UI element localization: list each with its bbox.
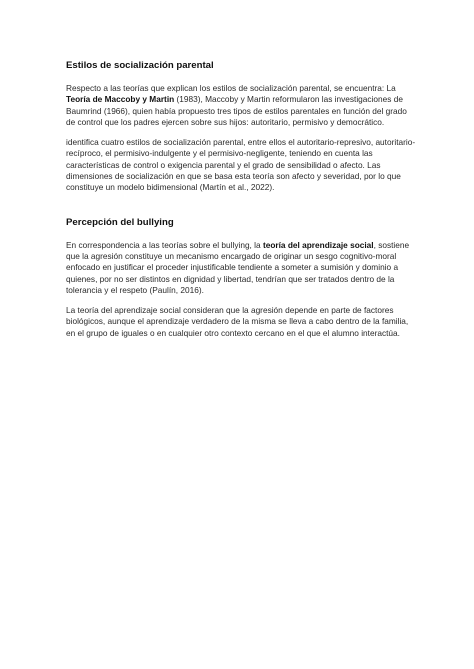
section-spacer — [66, 203, 416, 217]
paragraph-aprendizaje-social — [66, 240, 416, 296]
paragraph-text: , sostiene que la agresión constituye un mecanismo encargado de originar un sesgo cognitivo-moral enfocado en justificar el proceder injustificable tendiente a someter a sumisión y dominio a quienes, por no ser distintos en dignidad y libertad, tendrían que ser tratados dentro de la tolerancia y el respeto (Paulín, 2016). — [66, 239, 410, 295]
section-heading-socializacion: Estilos de socialización parental — [66, 60, 214, 71]
paragraph-text: Respecto a las teorías que explican los estilos de socialización parental, se encuentra: La — [66, 83, 396, 93]
section-heading-bullying: Percepción del bullying — [66, 216, 174, 228]
paragraph-text: (1983), Maccoby y Martin reformularon las investigaciones de Baumrind (1966), quien había propuesto tres tipos de estilos parentales en función del grado de control que los padres ejercen sobre sus hijos: autoritario, permisivo y democrático. — [66, 94, 407, 127]
paragraph-text: En correspondencia a las teorías sobre el bullying, la — [66, 239, 263, 250]
document-body — [66, 60, 416, 348]
paragraph-agresion: La teoría del aprendizaje social consideran que la agresión depende en parte de factores biológicos, aunque el aprendizaje verdadero de la misma se lleva a cabo dentro de la familia, en el grupo de iguales o en cualquier otro contexto cercano en el que el alumno interactúa. — [66, 305, 409, 338]
bold-theory-name: teoría del aprendizaje social — [262, 239, 374, 250]
paragraph-maccoby-martin — [66, 83, 416, 128]
bold-theory-name: Teoría de Maccoby y Martin — [66, 94, 175, 105]
paragraph-estilos: identifica cuatro estilos de socialización parental, entre ellos el autoritario-represivo, autoritario-recíproco, el permisivo-indulgente y el permisivo-negligente, teniendo en cuenta las características de control o exigencia parental y el grado de sensibilidad o afecto. Las dimensiones de socialización en que se basa esta teoría son afecto y severidad, por lo que constituye un modelo bidimensional (Martín et al., 2022). — [66, 137, 416, 193]
